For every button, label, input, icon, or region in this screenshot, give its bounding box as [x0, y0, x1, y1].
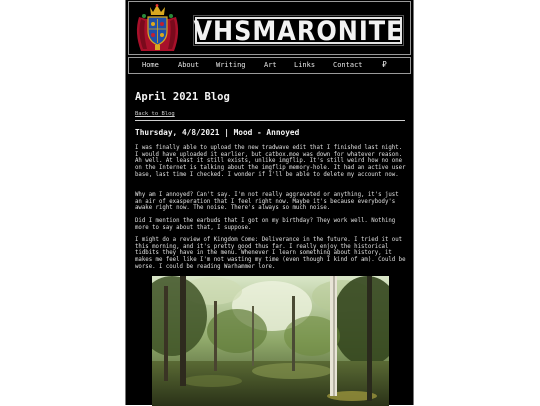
entry-paragraph: I was finally able to upload the new tradwave edit that I finished last night. I would have uploaded it earlier, but catbox.moe was down for whatever reason. Ah well. At least it still exists, unlike imgflip. It's still weird how no one on the Internet is talking about the imgflip memory-hole. It had an active user base, last time I checked. I wonder if I'll be able to delete my account now. — [135, 145, 406, 178]
nav-bar — [128, 57, 411, 74]
nav-art[interactable]: Art — [264, 61, 277, 69]
heraldic-emblem-icon — [131, 3, 184, 54]
nav-links[interactable]: Links — [294, 61, 316, 69]
nav-about[interactable]: About — [178, 61, 200, 69]
back-to-blog-link[interactable]: Back to Blog — [135, 111, 175, 117]
site-title: VHSMARONITE — [193, 15, 404, 46]
forest-photo — [152, 276, 389, 406]
nav-home[interactable]: Home — [142, 61, 159, 69]
divider — [135, 120, 405, 121]
site-header — [128, 1, 411, 55]
entry-paragraph: I might do a review of Kingdom Come: Deliverance in the future. I tried it out this morning, and it's pretty good thus far. I really enjoy the historical tidbits they have in the menu. Whenever I learn something about history, it makes me feel like I'm not wasting my time (even though I kind of am). Could be worse. I could be reading Warhammer lore. — [135, 237, 406, 270]
entry-paragraph: Why am I annoyed? Can't say. I'm not really aggravated or anything, it's just an air of exasperation that I feel right now. Maybe it's because everybody's awake right now. The noise. There's always so much noise. — [135, 192, 399, 212]
entry-heading: Thursday, 4/8/2021 | Mood - Annoyed — [135, 128, 300, 137]
nav-contact[interactable]: Contact — [333, 61, 363, 69]
entry-paragraph: Did I mention the earbuds that I got on my birthday? They work well. Nothing more to say about that, I suppose. — [135, 218, 396, 231]
site-title-box[interactable] — [195, 17, 402, 44]
page-frame — [125, 0, 414, 405]
nav-writing[interactable]: Writing — [216, 61, 246, 69]
ruble-icon[interactable]: ₽ — [382, 60, 387, 69]
page-title: April 2021 Blog — [135, 91, 230, 103]
